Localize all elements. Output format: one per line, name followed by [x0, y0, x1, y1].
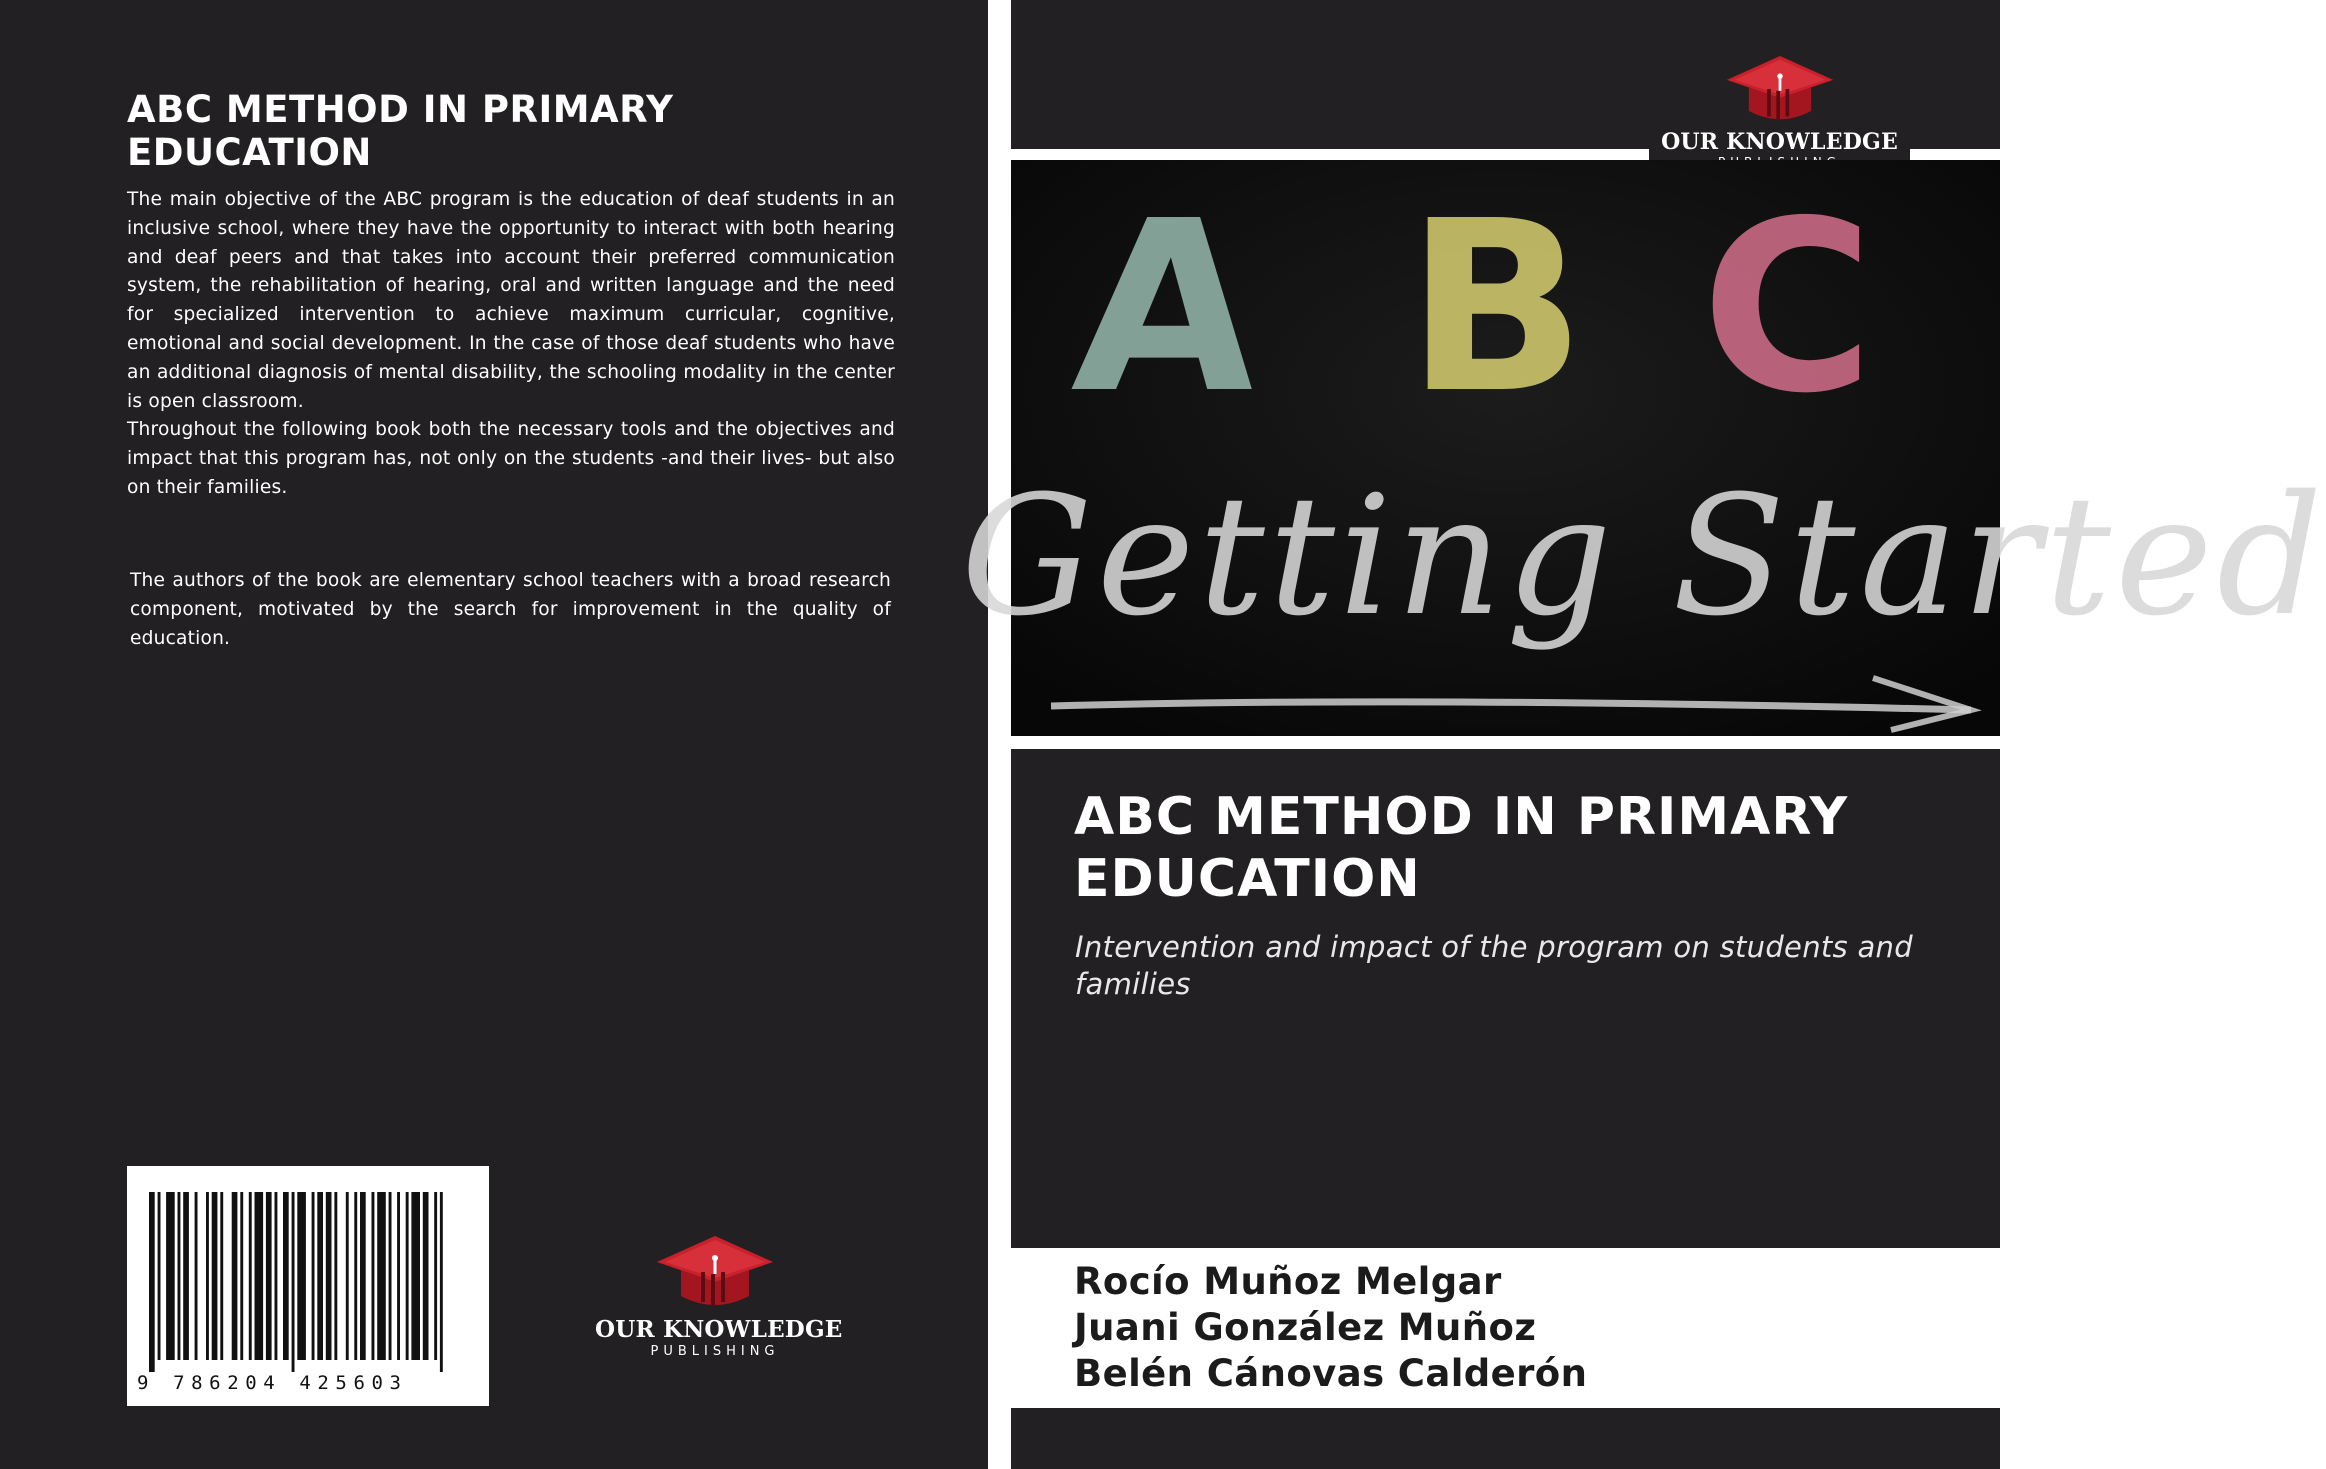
description-paragraph: The main objective of the ABC program is the education of deaf students in an inclusive school, where they have the opportunity to interact with both hearing and deaf peers and that takes into account their preferred communication system, the rehabilitation of hearing, oral and written language and the need for specialized intervention to achieve maximum curricular, cognitive, emotional and social development. In the case of those deaf students who have an additional diagnosis of mental disability, the schooling modality in the center is open classroom.: [127, 189, 895, 412]
front-title-line1: ABC METHOD IN PRIMARY: [1074, 787, 1849, 847]
spine: [988, 0, 1011, 1469]
barcode-bar: [232, 1192, 238, 1360]
back-cover: [0, 0, 988, 1469]
barcode-bar: [266, 1192, 272, 1360]
barcode-bar: [440, 1192, 443, 1372]
chalk-letter: A: [1066, 170, 1269, 445]
barcode: [127, 1166, 489, 1406]
barcode-bar: [326, 1192, 332, 1360]
front-cover-bottom-band: [1011, 1408, 2000, 1469]
barcode-bar: [397, 1192, 400, 1360]
barcode-bar: [377, 1192, 386, 1360]
graduation-cap-icon: [1725, 54, 1835, 124]
barcode-bars: [127, 1166, 489, 1376]
barcode-bar: [255, 1192, 264, 1360]
barcode-bar: [158, 1192, 161, 1360]
front-cover-divider: [1011, 736, 2000, 749]
barcode-bar: [283, 1192, 289, 1360]
barcode-bar: [354, 1192, 357, 1360]
barcode-digits: 9 786204 425603: [137, 1372, 408, 1394]
cover-image-chalkboard: [961, 160, 2326, 736]
graduation-cap-icon: [655, 1234, 775, 1310]
description-paragraph: Throughout the following book both the necessary tools and the objectives and impact that this program has, not only on the students -and their lives- but also on their families.: [127, 419, 895, 498]
barcode-bar: [220, 1192, 223, 1360]
barcode-bar: [372, 1192, 375, 1360]
barcode-bar: [149, 1192, 155, 1372]
barcode-bar: [178, 1192, 181, 1360]
barcode-bar: [275, 1192, 278, 1360]
barcode-bar: [183, 1192, 189, 1360]
back-cover-description: [127, 186, 895, 503]
author-list: [1011, 1248, 2000, 1408]
barcode-bar: [360, 1192, 366, 1360]
barcode-bar: [346, 1192, 349, 1360]
publisher-logo: [1649, 54, 1910, 169]
barcode-bar: [423, 1192, 429, 1360]
publisher-sub: PUBLISHING: [650, 1344, 780, 1359]
barcode-bar: [406, 1192, 409, 1360]
barcode-bar: [240, 1192, 243, 1360]
back-title-line2: EDUCATION: [127, 131, 372, 174]
barcode-bar: [312, 1192, 315, 1360]
barcode-bar: [292, 1192, 295, 1372]
back-cover-title: [127, 88, 887, 174]
back-title-line1: ABC METHOD IN PRIMARY: [127, 88, 674, 131]
about-authors-text: The authors of the book are elementary school teachers with a broad research component, motivated by the search for improvement in the quality of education.: [130, 570, 891, 649]
chalk-getting-started: Getting Started: [961, 460, 2326, 652]
author-name: Belén Cánovas Calderón: [1074, 1352, 1588, 1395]
barcode-bar: [434, 1192, 437, 1360]
front-cover-title: [1074, 786, 1974, 910]
barcode-bar: [195, 1192, 198, 1360]
front-cover-subtitle: Intervention and impact of the program on students and families: [1075, 930, 1913, 1001]
publisher-name: OUR KNOWLEDGE: [1661, 129, 1898, 155]
barcode-bar: [297, 1192, 306, 1360]
barcode-bar: [334, 1192, 337, 1360]
publisher-name: OUR KNOWLEDGE: [595, 1316, 843, 1343]
front-title-line2: EDUCATION: [1074, 849, 1421, 909]
barcode-bar: [317, 1192, 323, 1360]
chalk-letter: C: [1701, 170, 1875, 445]
barcode-bar: [389, 1192, 392, 1360]
barcode-bar: [411, 1192, 420, 1360]
barcode-bar: [212, 1192, 218, 1360]
author-name: Juani González Muñoz: [1074, 1306, 1537, 1349]
barcode-bar: [249, 1192, 252, 1360]
author-name: Rocío Muñoz Melgar: [1074, 1260, 1502, 1303]
chalk-letter: B: [1406, 170, 1586, 445]
barcode-bar: [206, 1192, 209, 1360]
barcode-bar: [166, 1192, 175, 1360]
publisher-logo: [595, 1234, 843, 1359]
